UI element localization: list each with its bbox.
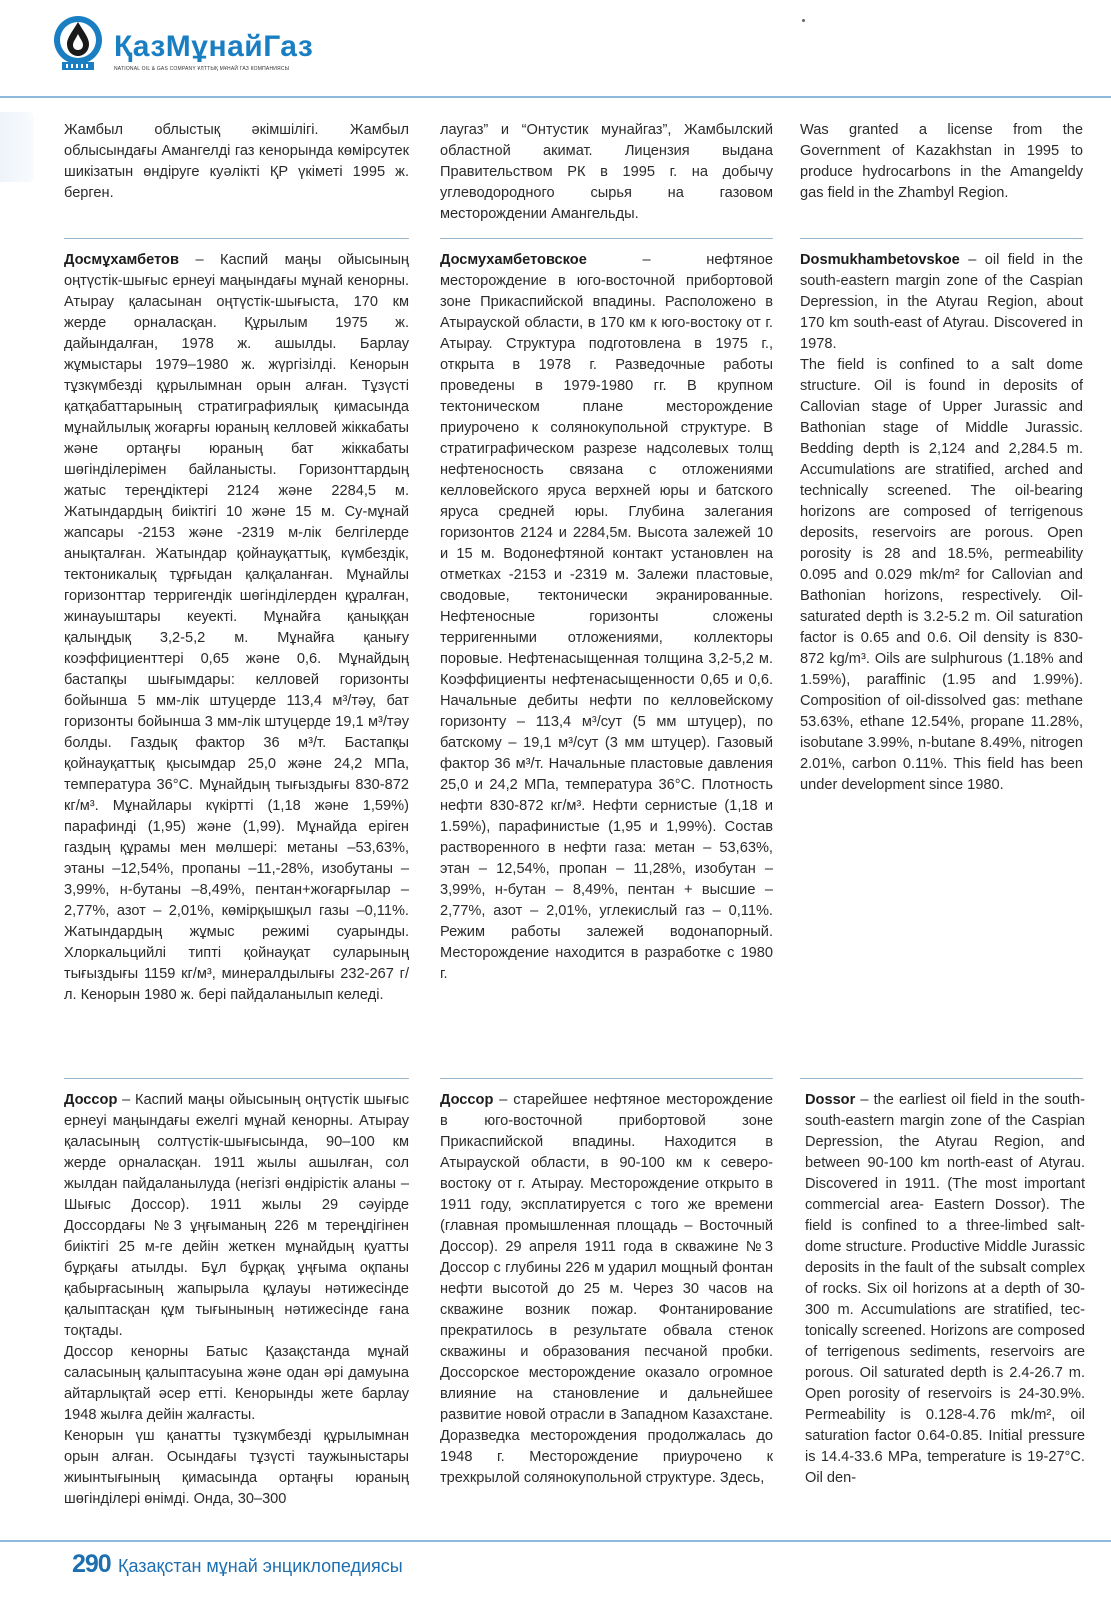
entry-amangeldy-ru — [440, 120, 773, 228]
logo-wordmark: ҚазМұнайГаз — [114, 30, 314, 63]
entry-dossor-kz — [64, 1090, 409, 1530]
entry-text: лаугаз” и “Онтустик мунайгаз”, Жамбылский областной акимат. Лицензия выдана Правительством РК в 1995 г. на добычу углеводородного сырья на газовом месторождении Амангельды. — [440, 122, 773, 222]
entry-dossor-en — [805, 1090, 1085, 1530]
entry-text: Жамбыл облыстық әкімшілігі. Жамбыл облысындағы Амангелді газ кенорында көмірсутек шикізатын өндіруге куәлікті ҚР үкіметі 1995 ж. берген. — [64, 122, 409, 201]
book-title: Қазақстан мұнай энциклопедиясы — [118, 1556, 403, 1576]
entry-text: – нефтяное месторождение в юго-восточной прибортовой зоне Прикаспийской впадины. Расположено в Атырауской области, в 170 км к юго-востоку от г. Атырау. Структура подготовлена в 1975 г., открыта в 1978 г. Разведочные работы проведены в 1979-1980 гг. В крупном тектоническом плане месторождение приурочено к солянокупольной структуре. В стратиграфическом разрезе надсолевых толщ нефтеносность связана с отложениями келловейского яруса верхней юры и батского яруса средней юры. Глубина залегания горизонтов 2124 и 2284,5м. Высота залежей 10 и 15 м. Водонефтяной контакт установлен на отметках -2153 и -2319 м. Залежи пластовые, сводовые, тектонически экранированные. Нефтеносные горизонты сложены терригенными отложениями, коллекторы поровые. Нефтенасыщенная толщина 3,2-5,2 м. Коэффициенты нефтенасыщенности 0,65 и 0,6. Начальные дебиты нефти по келловейскому горизонту – 113,4 м³/сут (5 мм штуцер), по батскому – 19,1 м³/сут (3 мм штуцер). Газовый фактор 36 м³/т. Начальные пластовые давления 25,0 и 24,2 МПа, температура 36°С. Плотность нефти 830-872 кг/м³. Нефти сернистые (1,18 и 1.59%), парафинистые (1,95 и 1,99%). Состав растворенного в нефти газа: метан – 53,63%, этан – 12,54%, пропан – 11,28%, изобутан – 3,99%, н-бутан – 8,49%, пентан + высшие – 2,77%, азот – 2,01%, углекислый газ – 0,11%. Режим работы залежей водонапорный. Месторождение находится в разработке с 1980 г. — [440, 252, 773, 982]
entry-term: Досмұхамбетов — [64, 252, 179, 268]
side-decoration — [0, 112, 34, 182]
entry-text: The field is confined to a salt dome structure. Oil is found in deposits of Callovian stage of Upper Jurassic and Bathonian stage of Middle Jurassic. Bedding depth is 2,124 and 2,284.5 m. Accumulations are stratified, arched and technically screened. The oil-bearing horizons are composed of terrigenous deposits, reservoirs are porous. Open porosity is 28 and 18.5%, permeability 0.095 and 0.029 mk/m² for Callovian and Bathonian horizons, respectively. Oil-saturated depth is 3.2-5.2 m. Oil saturation factor is 0.65 and 0.6. Oil density is 830-872 kg/m³. Oils are sulphurous (1.18% and 1.59%), paraffinic (1.95 and 1.99%). Composition of oil-dissolved gas: methane 53.63%, ethane 12.54%, propane 11.28%, isobutane 3.99%, n-butane 8.49%, nitrogen 2.01%, carbon 0.11%. This field has been under development since 1980. — [800, 357, 1083, 793]
entry-text: – Каспий маңы ойысының оңтүстік шығыс ернеуі маңындағы ежелгі мұнай кенорны. Атырау қаласының солтүстік-шығысында, 90–100 км жерде орналасқан. 1911 жылы ашылған, сол жылдан пайдаланылуда (негізгі өндірістік аланы – Шығыс Доссор). 1911 жылы 29 сәуірде Доссордағы №3 ұңғыманың 226 м тереңдігінен биіктігі 25 м-ге дейін жеткен мұнайдың қуатты бұрқағы атылды. Бұл бұрқақ ұңғыма оқпаны қабырғасының жапырыла құлауы нәтижесінде қалыптасқан құм тығынының нәтижесінде ғана тоқтады. — [64, 1092, 409, 1339]
entry-term: Dossor — [805, 1092, 856, 1108]
header-divider — [0, 96, 1111, 98]
entry-term: Доссор — [440, 1092, 494, 1108]
entry-text: Was granted a license from the Government of Kazakhstan in 1995 to produce hydrocarbons in the Amangeldy gas field in the Zhambyl Region. — [800, 122, 1083, 201]
kazmunaigas-emblem-icon — [52, 12, 104, 72]
entry-text: Доссор кенорны Батыс Қазақстанда мұнай саласының қалыптасуына және одан әрі дамуына айтарлықтай әсер етті. Кенорынды жете барлау 1948 жылға дейін жалғасты. — [64, 1344, 409, 1423]
entry-dosmukhambetov-en — [800, 250, 1083, 1068]
entry-text: – oil field in the south-eastern margin zone of the Caspian Depression, in the Atyrau Region, about 170 km south-east of Atyrau. Discovered in 1978. — [800, 252, 1083, 352]
entry-text: Кенорын үш қанатты тұзкүмбезді құрылымнан орын алған. Осындағы тұзүсті таужыныстары жиынтығының қимасында ортаңғы юраның шөгінділері өнімді. Онда, 30–300 — [64, 1428, 409, 1507]
section-divider — [800, 238, 1083, 239]
section-divider — [64, 1078, 409, 1079]
logo-subtitle: NATIONAL OIL & GAS COMPANY ҰЛТТЫҚ МҰНАЙ ГАЗ КОМПАНИЯСЫ — [114, 66, 290, 72]
entry-text: – Каспий маңы ойысының оңтүстік-шығыс ернеуі маңындағы мұнай кенорны. Атырау қаласынан оңтүстік-шығыста, 170 км жерде орналасқан. Құрылым 1975 ж. дайындалған, 1978 ж. ашылды. Барлау жұмыстары 1979–1980 ж. жүргізілді. Кенорын тұзкүмбезді құрылымнан орын алған. Тұзүсті қатқабаттарының стратиграфиялық қимасында мұнайлылық жоғарғы юраның келловей жіккабаты және ортаңғы юраның бат жіккабаты шөгінділерімен байланысты. Горизонттардың жатыс тереңдіктері 2124 және 2284,5 м. Жатындардың биіктігі 10 және 15 м. Су-мұнай жапсары -2153 және -2319 м-лік белгілерде анықталған. Жатындар қойнауқаттық, күмбездік, тектоникалық тұрғыдан қалқаланған. Мұнайлы горизонттар терригендік шөгінділерден құралған, жинауыштары кеуекті. Мұнайға қаныққан қалыңдық 3,2-5,2 м. Мұнайға қанығу коэффициенттері 0,65 және 0,6. Мұнайдың бастапқы шығымдары: келловей горизонты бойынша 5 мм-лік штуцерде 113,4 м³/тәу, бат горизонты бойынша 3 мм-лік штуцерде 19,1 м³/тәу болды. Газдық фактор 36 м³/т. Бастапқы қойнауқаттық қысымдар 25,0 және 24,2 МПа, температура 36°С. Мұнайдың тығыздығы 830-872 кг/м³. Мұнайлары күкіртті (1,18 және 1,59%) парафинді (1,95) және (1,99). Мұнайда еріген газдың құрамы мен мөлшері: метаны –53,63%, этаны –12,54%, пропаны –11,-28%, изобутаны –3,99%, н-бутаны –8,49%, пентан+жоғарғылар –2,77%, азот – 2,01%, көмірқышқыл газы –0,11%. Жатындардың жұмыс режимі суарынды. Хлоркальцийлі типті қойнауқат суларының тығыздығы 1159 кг/м³, минералдылығы 232-267 г/л. Кенорын 1980 ж. бері пайдаланылып келеді. — [64, 252, 409, 1003]
company-logo — [52, 12, 352, 74]
entry-term: Досмухамбетовское — [440, 252, 587, 268]
speck-dot — [802, 19, 805, 22]
entry-amangeldy-en — [800, 120, 1083, 228]
entry-text: – старейшее нефтяное месторождение в юго-восточной прибортовой зоне Прикаспийской впадины. Находится в Атырауской области, в 90-100 км к северо-востоку от г. Атырау. Месторождение открыто в 1911 году, эксплатируется с того же времени (главная промышленная площадь – Восточный Доссор). 29 апреля 1911 года в скважине №3 Доссор с глубины 226 м ударил мощный фонтан нефти высотой до 25 м. Через 30 часов на скважине возник пожар. Фонтанирование прекратилось в результате обвала стенок скважины и образования песчаной пробки. Доссорское месторождение оказало огромное влияние на становление и дальнейшее развитие новой отрасли в Западном Казахстане. Доразведка месторождения продолжалась до 1948 г. Месторождение приурочено к трехкрылой солянокупольной структуре. Здесь, — [440, 1092, 773, 1486]
section-divider — [440, 1078, 773, 1079]
entry-dossor-ru — [440, 1090, 773, 1530]
entry-text: – the earliest oil field in the south-south-eastern margin zone of the Caspian Depression, the Atyrau Region, and between 90-100 km north-east of Atyrau. Discovered in 1911. (The most important commercial area- Eastern Dossor). The field is confined to a three-limbed salt-dome structure. Productive Middle Jurassic deposits in the fault of the subsalt complex of rocks. Six oil horizons at a depth of 30-300 m. Accumulations are stratified, tec-tonically screened. Horizons are composed of terrigenous sediments, reservoirs are porous. Oil saturated depth is 2.4-26.7 m. Open porosity of reservoirs is 24-30.9%. Permeability is 0.128-4.76 mk/m², oil saturation factor 0.64-0.85. Initial pressure is 14.4-33.6 MPa, temperature is 19-27°C. Oil den- — [805, 1092, 1085, 1486]
page-number: 290 — [72, 1550, 111, 1578]
footer-divider — [0, 1540, 1111, 1542]
section-divider — [64, 238, 409, 239]
entry-amangeldy-kz — [64, 120, 409, 228]
entry-dosmukhambetov-ru — [440, 250, 773, 1068]
entry-dosmukhambetov-kz — [64, 250, 409, 1068]
section-divider — [440, 238, 773, 239]
entry-term: Доссор — [64, 1092, 118, 1108]
entry-term: Dosmukhambetovskoe — [800, 252, 960, 268]
section-divider — [800, 1078, 1083, 1079]
